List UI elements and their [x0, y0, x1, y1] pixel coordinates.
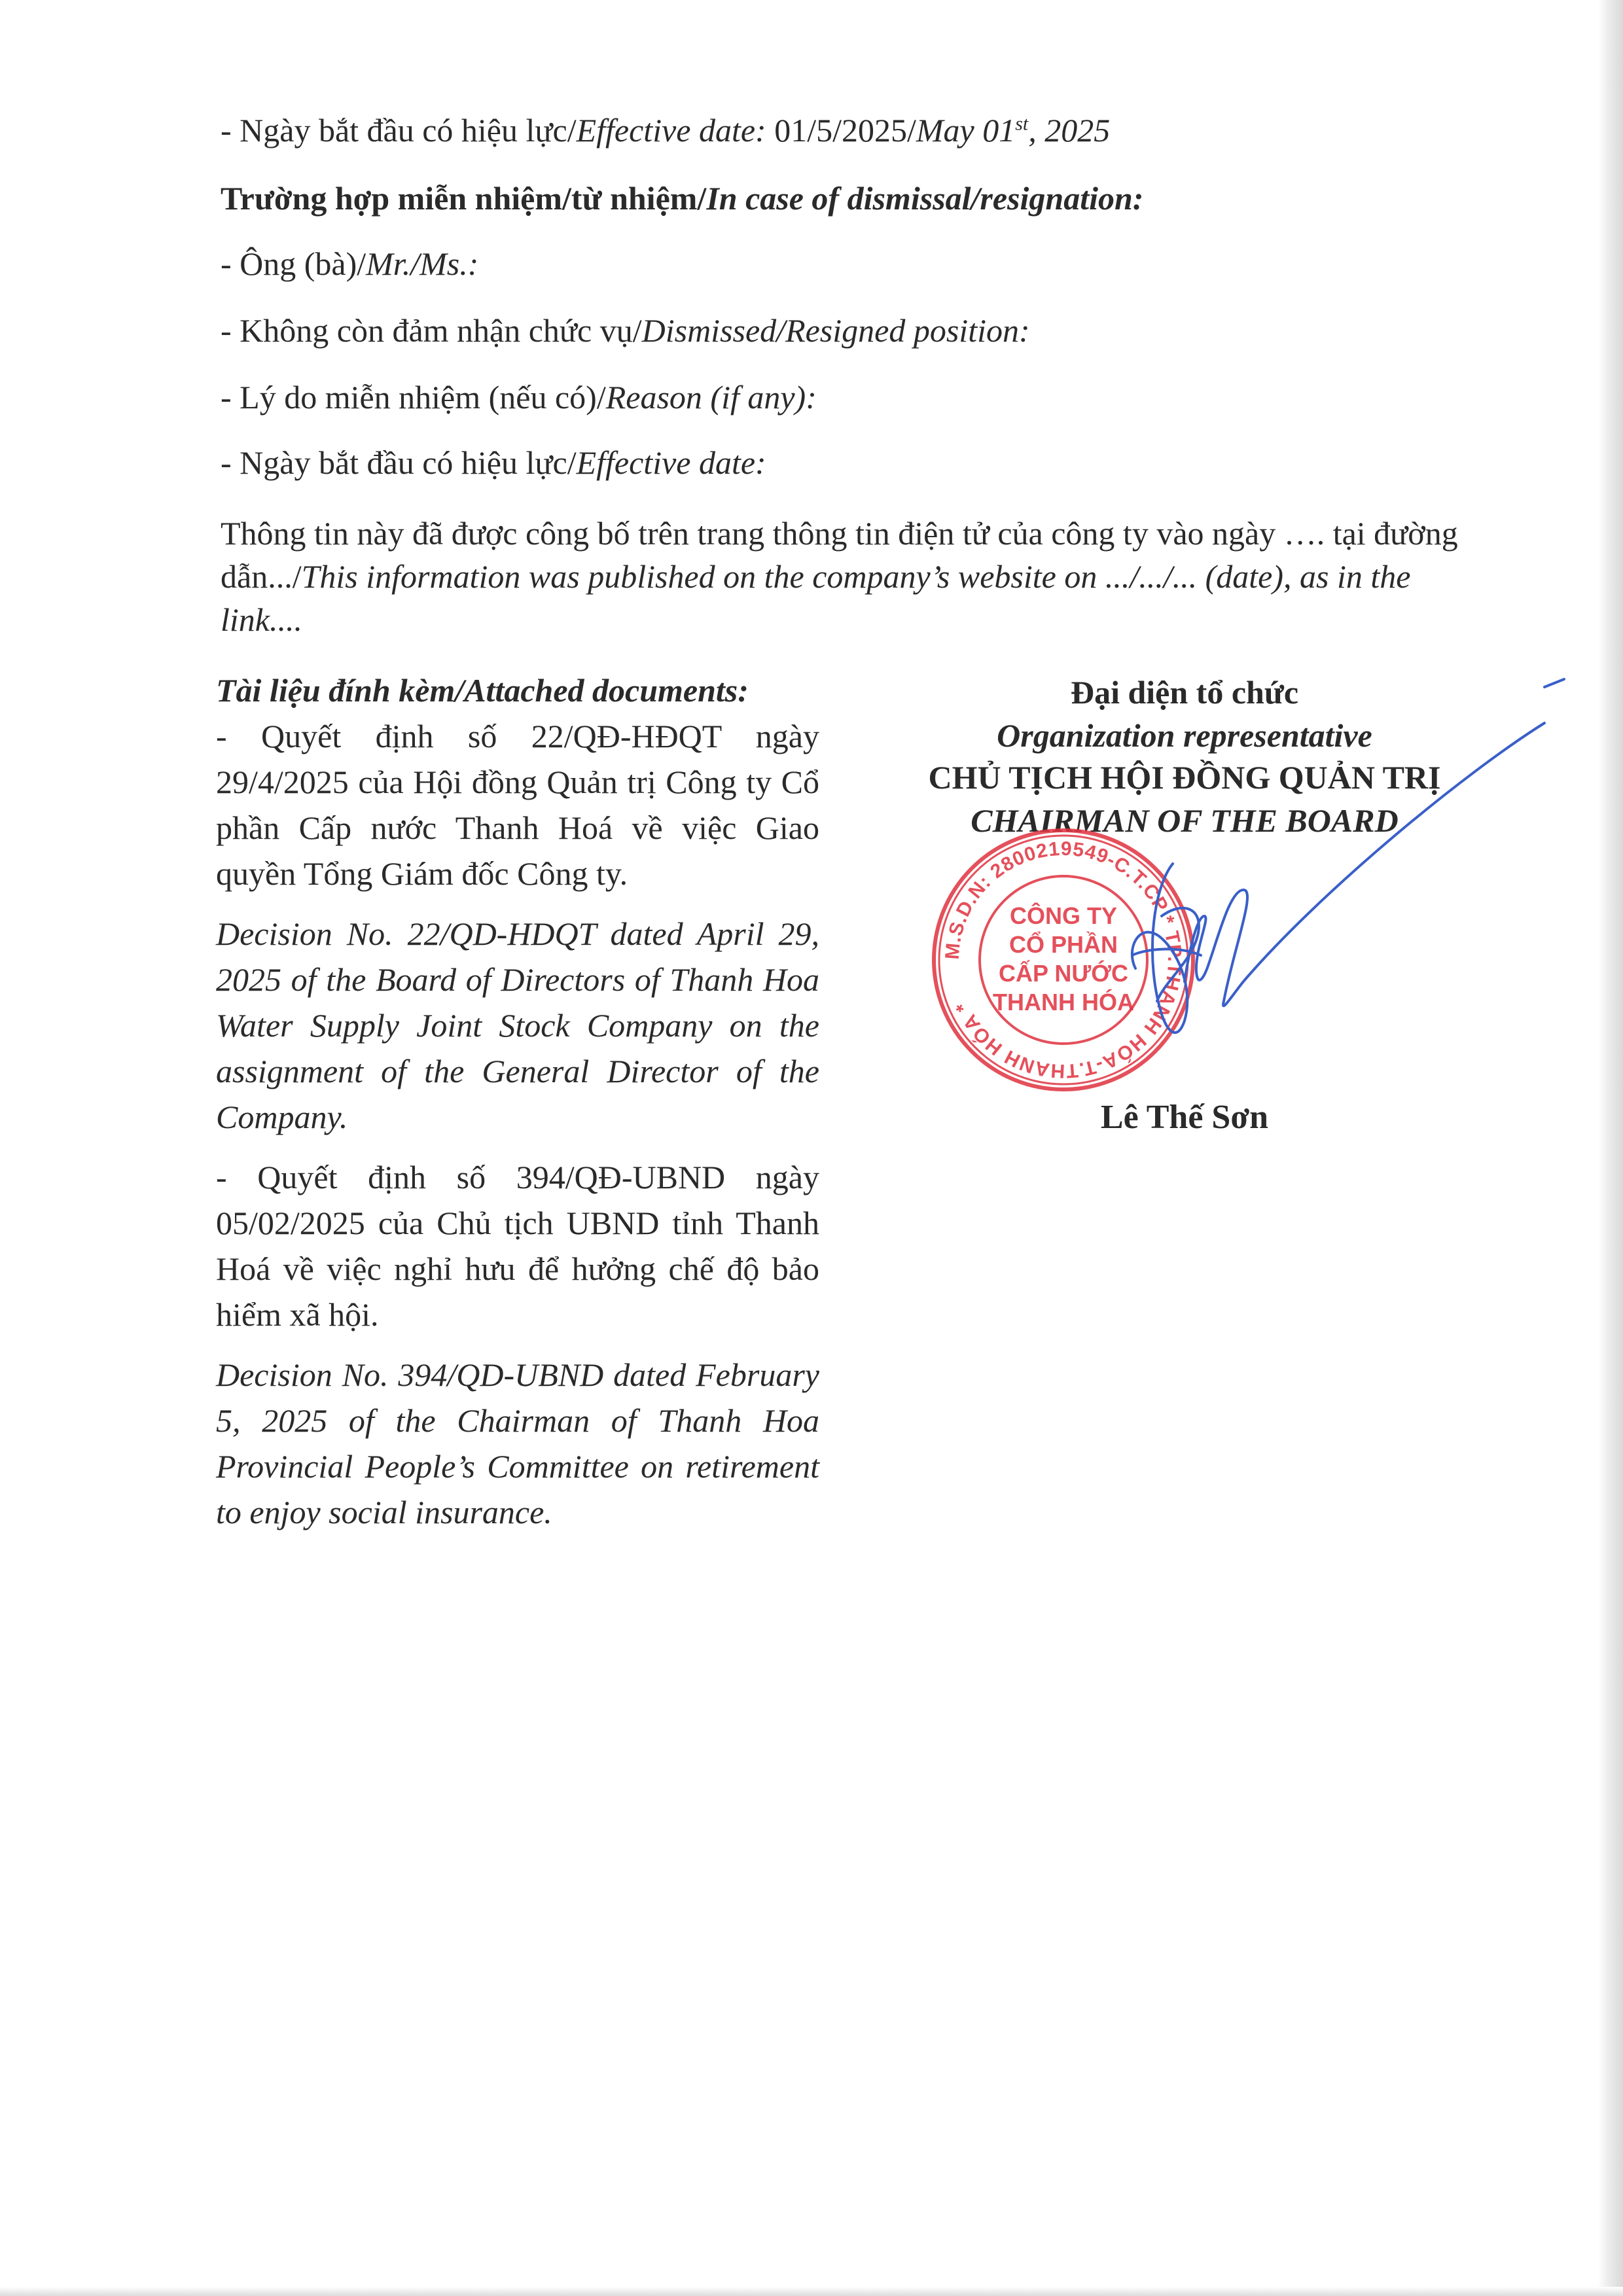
- dismissal-person-line: [221, 243, 478, 284]
- dismissal-position-line: [221, 310, 1030, 351]
- attachments-heading: Tài liệu đính kèm/Attached documents:: [216, 672, 749, 709]
- scan-edge-shadow: [1598, 0, 1623, 2296]
- signer-name: Lê Thế Sơn: [1100, 1099, 1269, 1136]
- dismissal-position-en: Dismissed/Resigned position:: [641, 312, 1030, 349]
- seal-center-line: CẤP NƯỚC: [999, 960, 1128, 987]
- publication-paragraph: [221, 512, 1464, 641]
- dismissal-position-vi: - Không còn đảm nhận chức vụ/: [221, 312, 642, 349]
- publication-text-en: This information was published on the company’s website on .../.../... (date), as in the link....: [221, 558, 1411, 638]
- dismissal-reason-en: Reason (if any):: [605, 379, 817, 415]
- dismissal-reason-vi: - Lý do miễn nhiệm (nếu có)/: [221, 379, 606, 415]
- dismissal-person-vi: - Ông (bà)/: [221, 245, 366, 282]
- handwritten-signature: [1047, 674, 1584, 1067]
- dismissal-date-en: Effective date:: [576, 444, 766, 481]
- effective-date-label-vi: - Ngày bắt đầu có hiệu lực/: [221, 112, 577, 149]
- effective-date-ordinal: st: [1015, 113, 1029, 135]
- dismissal-reason-line: [221, 377, 817, 417]
- effective-date-year: , 2025: [1028, 112, 1111, 149]
- effective-date-label-en: Effective date:: [576, 112, 775, 149]
- dismissal-heading-en: In case of dismissal/resignation:: [706, 180, 1144, 217]
- attachment-1-en: Decision No. 22/QD-HDQT dated April 29, 2025 of the Board of Directors of Thanh Hoa Water Supply Joint Stock Company on the assignment of the General Director of the Company.: [216, 915, 819, 1135]
- chairman-title-vi: CHỦ TỊCH HỘI ĐỒNG QUẢN TRỊ: [928, 759, 1441, 796]
- seal-center-line: CÔNG TY: [1009, 902, 1118, 929]
- publication-text-vi: Thông tin này đã được công bố trên trang thông tin điện tử của công ty vào ngày …. tại đường dẫn.../: [221, 515, 1458, 595]
- seal-center-line: THANH HÓA: [993, 989, 1134, 1016]
- dismissal-heading-vi: Trường hợp miễn nhiệm/từ nhiệm/: [221, 180, 707, 217]
- effective-date-line: [221, 110, 1110, 150]
- effective-date-value-en: May 01: [916, 112, 1016, 149]
- attachments-column: [216, 667, 819, 1535]
- representative-title-en: Organization representative: [997, 717, 1372, 754]
- svg-text:M.S.D.N: 2800219549-C.T.CP * T: M.S.D.N: 2800219549-C.T.CP * TP.THANH HÓA-T.THANH HÓA *: [941, 838, 1186, 1082]
- scan-bottom-shadow: [0, 2287, 1623, 2296]
- attachment-1-vi: - Quyết định số 22/QĐ-HĐQT ngày 29/4/2025 của Hội đồng Quản trị Công ty Cổ phần Cấp nước Thanh Hoá về việc Giao quyền Tổng Giám đốc Công ty.: [216, 718, 819, 892]
- dismissal-date-vi: - Ngày bắt đầu có hiệu lực/: [221, 444, 577, 481]
- attachment-2-vi: - Quyết định số 394/QĐ-UBND ngày 05/02/2025 của Chủ tịch UBND tỉnh Thanh Hoá về việc nghỉ hưu để hưởng chế độ bảo hiểm xã hội.: [216, 1159, 819, 1333]
- effective-date-value-vi: 01/5/2025/: [774, 112, 916, 149]
- representative-title-vi: Đại diện tổ chức: [1070, 674, 1299, 711]
- attachment-2-en: Decision No. 394/QD-UBND dated February 5, 2025 of the Chairman of Thanh Hoa Provincial People’s Committee on retirement to enjoy social insurance.: [216, 1356, 819, 1530]
- dismissal-date-line: [221, 442, 766, 483]
- dismissal-person-en: Mr./Ms.:: [366, 245, 479, 282]
- dismissal-heading: [221, 178, 1143, 219]
- chairman-title-en: CHAIRMAN OF THE BOARD: [971, 802, 1399, 839]
- seal-center-line: CỔ PHẦN: [1008, 931, 1118, 958]
